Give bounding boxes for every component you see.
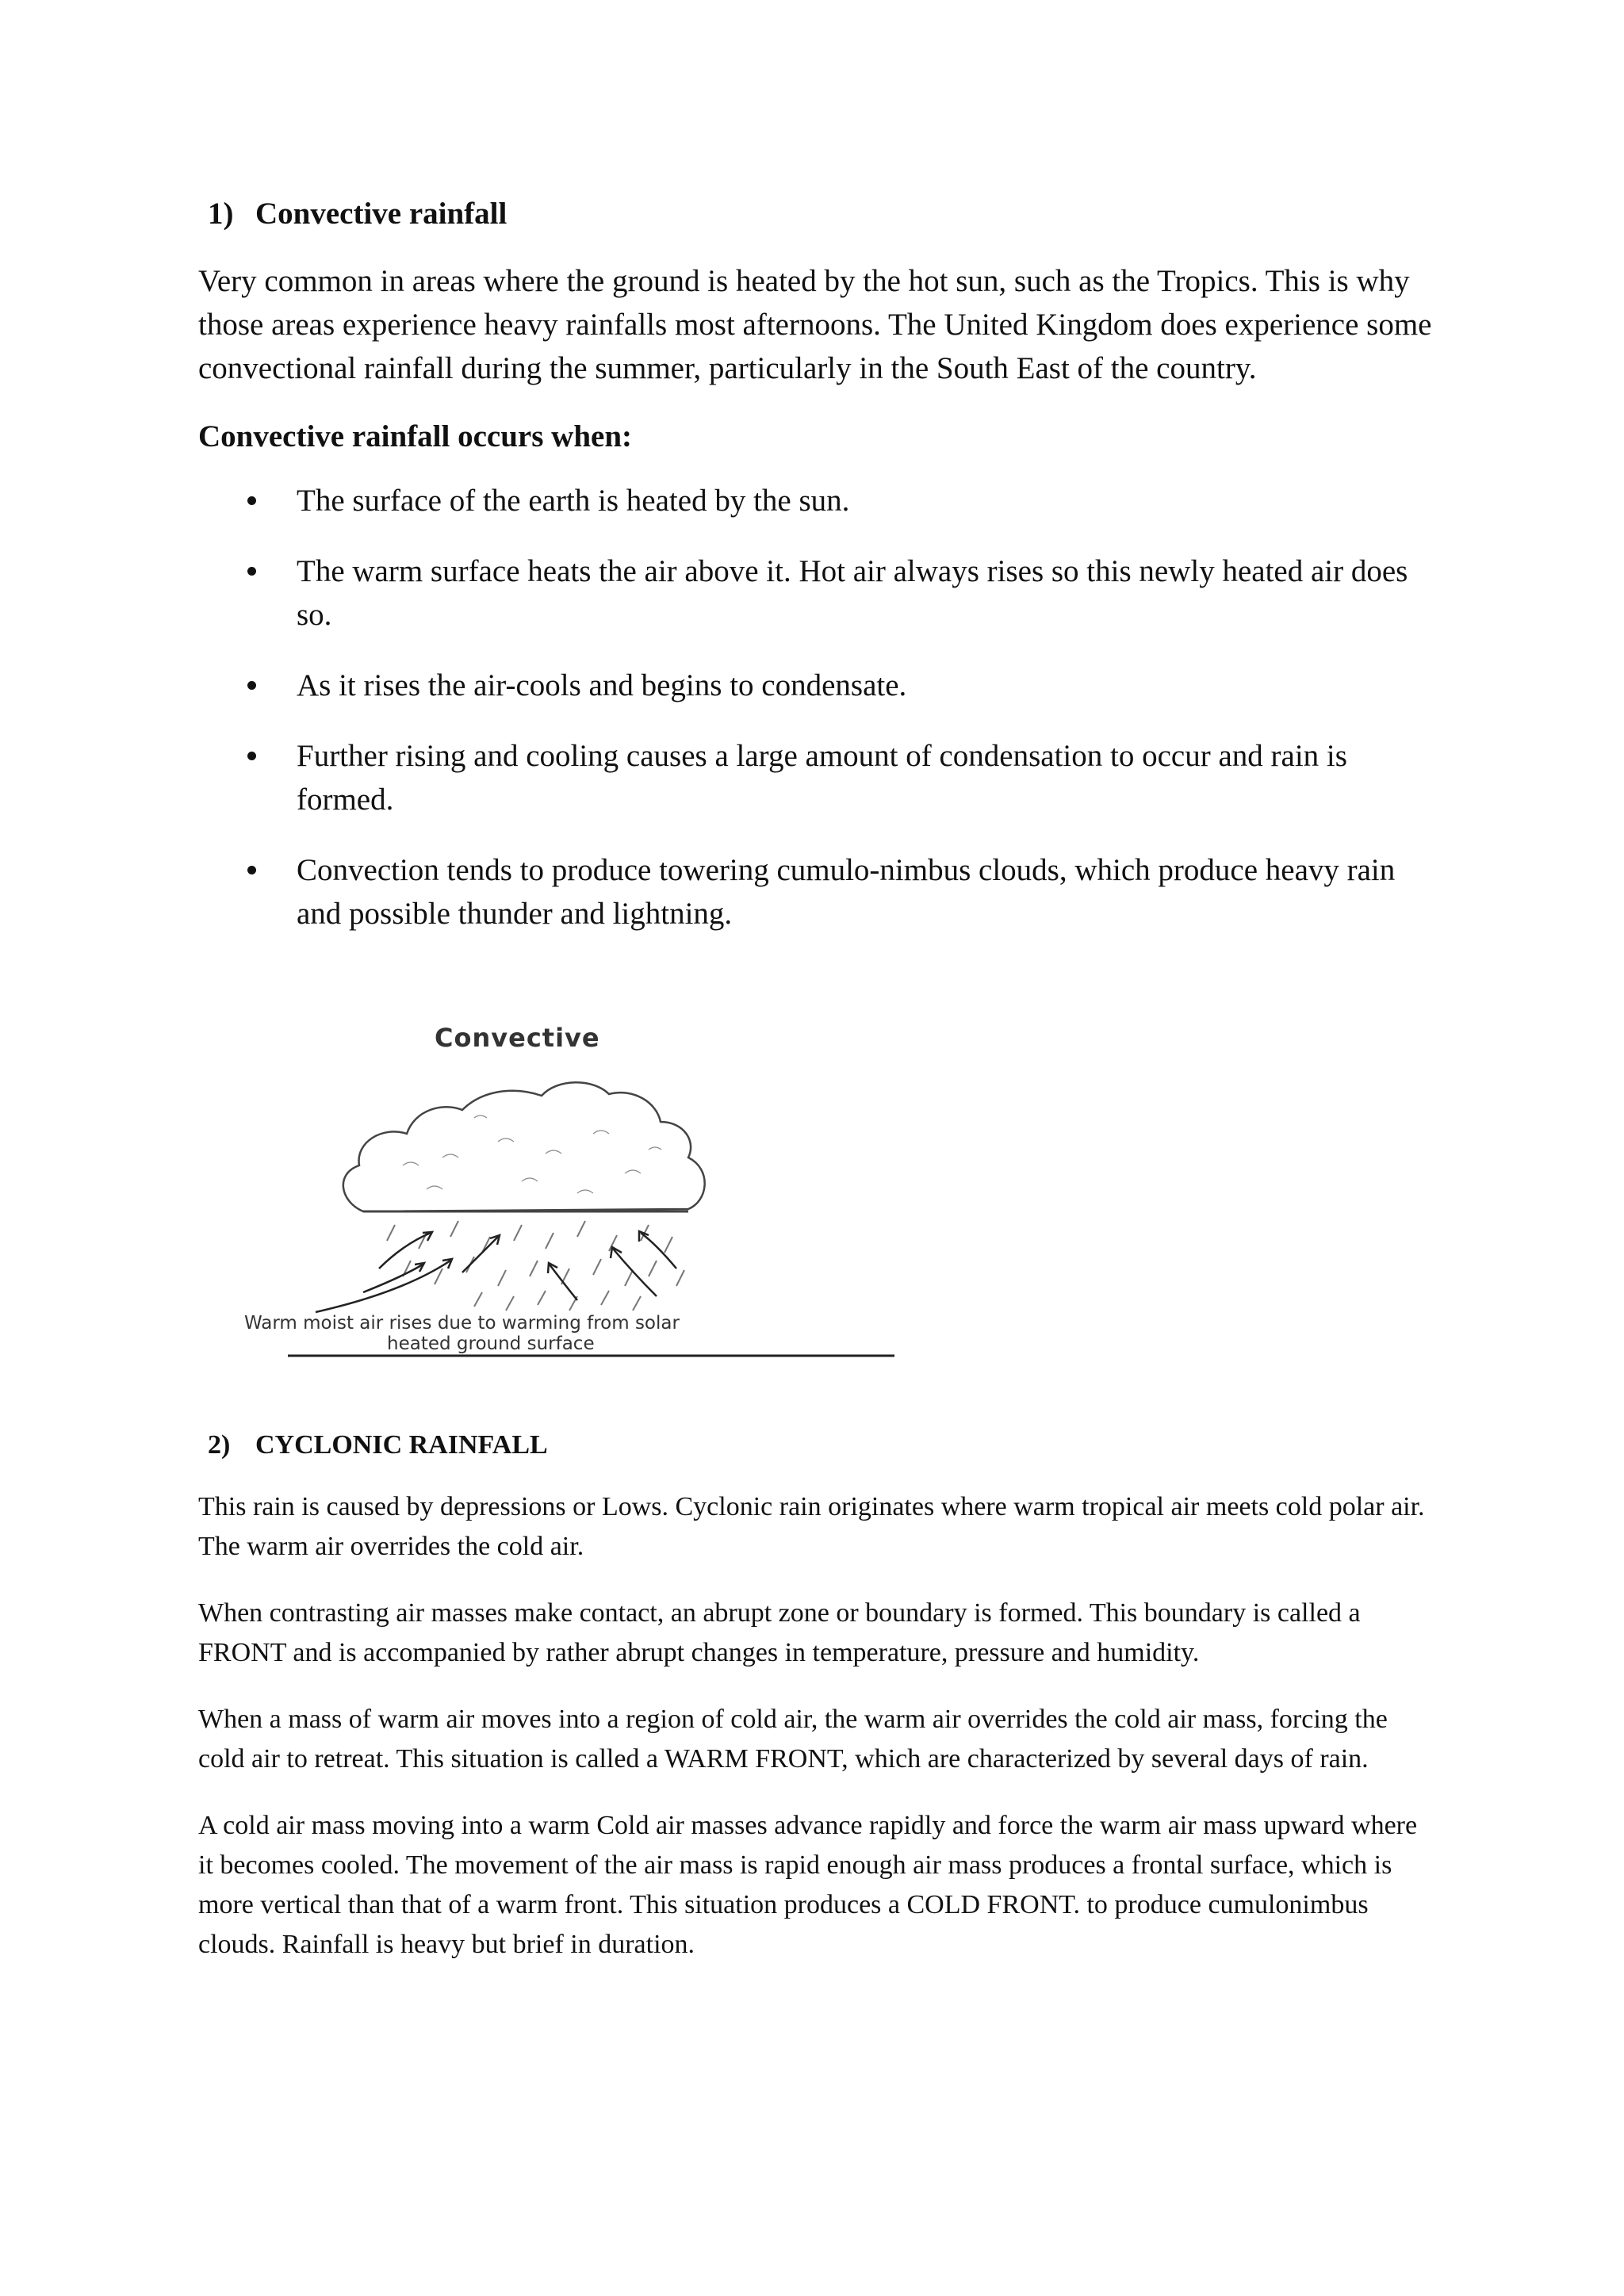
section-2-title: CYCLONIC RAINFALL — [255, 1430, 548, 1460]
document-content — [198, 194, 1435, 1992]
diagram-title: Convective — [435, 1023, 600, 1053]
rising-air-arrows — [316, 1231, 676, 1312]
convective-rainfall-diagram — [244, 1023, 918, 1387]
diagram-caption-line-2: heated ground surface — [387, 1334, 595, 1354]
bullet-item — [198, 479, 1435, 522]
section-1-heading — [208, 194, 1435, 234]
section-2-number: 2) — [208, 1430, 231, 1460]
bullet-item — [198, 848, 1435, 936]
bullet-dot-icon — [247, 681, 256, 690]
bullet-dot-icon — [247, 567, 256, 576]
bullet-text: The surface of the earth is heated by the sun. — [297, 484, 850, 518]
section-2-paragraph: When a mass of warm air moves into a region of cold air, the warm air overrides the cold air mass, forcing the cold air to retreat. This situation is called a WARM FRONT, which are characterized by several days of rain. — [198, 1705, 1388, 1774]
section-2-paragraph: When contrasting air masses make contact, an abrupt zone or boundary is formed. This boundary is called a FRONT and is accompanied by rather abrupt changes in temperature, pressure and humidity. — [198, 1598, 1361, 1667]
bullet-item — [198, 549, 1435, 637]
bullet-dot-icon — [247, 752, 256, 760]
bullet-text: As it rises the air-cools and begins to condensate. — [297, 668, 907, 702]
section-1-number: 1) — [208, 197, 234, 231]
bullet-item — [198, 734, 1435, 821]
section-1-intro: Very common in areas where the ground is heated by the hot sun, such as the Tropics. This is why those areas experience heavy rainfalls most afternoons. The United Kingdom does experience some convectional rainfall during the summer, particularly in the South East of the country. — [198, 264, 1432, 385]
bullet-item — [198, 664, 1435, 707]
section-2-heading — [208, 1427, 1435, 1464]
diagram-caption-line-1: Warm moist air rises due to warming from solar — [244, 1313, 680, 1334]
section-2-paragraph: This rain is caused by depressions or Lows. Cyclonic rain originates where warm tropical air meets cold polar air. The warm air overrides the cold air. — [198, 1492, 1425, 1561]
cloud-texture — [403, 1115, 661, 1193]
section-1-bullet-list — [198, 479, 1435, 936]
section-1-subheading: Convective rainfall occurs when: — [198, 419, 632, 453]
bullet-text: The warm surface heats the air above it. Hot air always rises so this newly heated air does so. — [297, 554, 1408, 632]
bullet-dot-icon — [247, 496, 256, 505]
cloud-outline — [343, 1082, 705, 1211]
bullet-dot-icon — [247, 866, 256, 874]
bullet-text: Convection tends to produce towering cumulo-nimbus clouds, which produce heavy rain and possible thunder and lightning. — [297, 853, 1396, 931]
section-2-paragraph: A cold air mass moving into a warm Cold air masses advance rapidly and force the warm air mass upward where it becomes cooled. The movement of the air mass is rapid enough air mass produces a frontal surface, which is more vertical than that of a warm front. This situation produces a COLD FRONT. to produce cumulonimbus clouds. Rainfall is heavy but brief in duration. — [198, 1811, 1418, 1959]
bullet-text: Further rising and cooling causes a large amount of condensation to occur and rain is formed. — [297, 739, 1347, 817]
section-1-title: Convective rainfall — [255, 197, 508, 231]
